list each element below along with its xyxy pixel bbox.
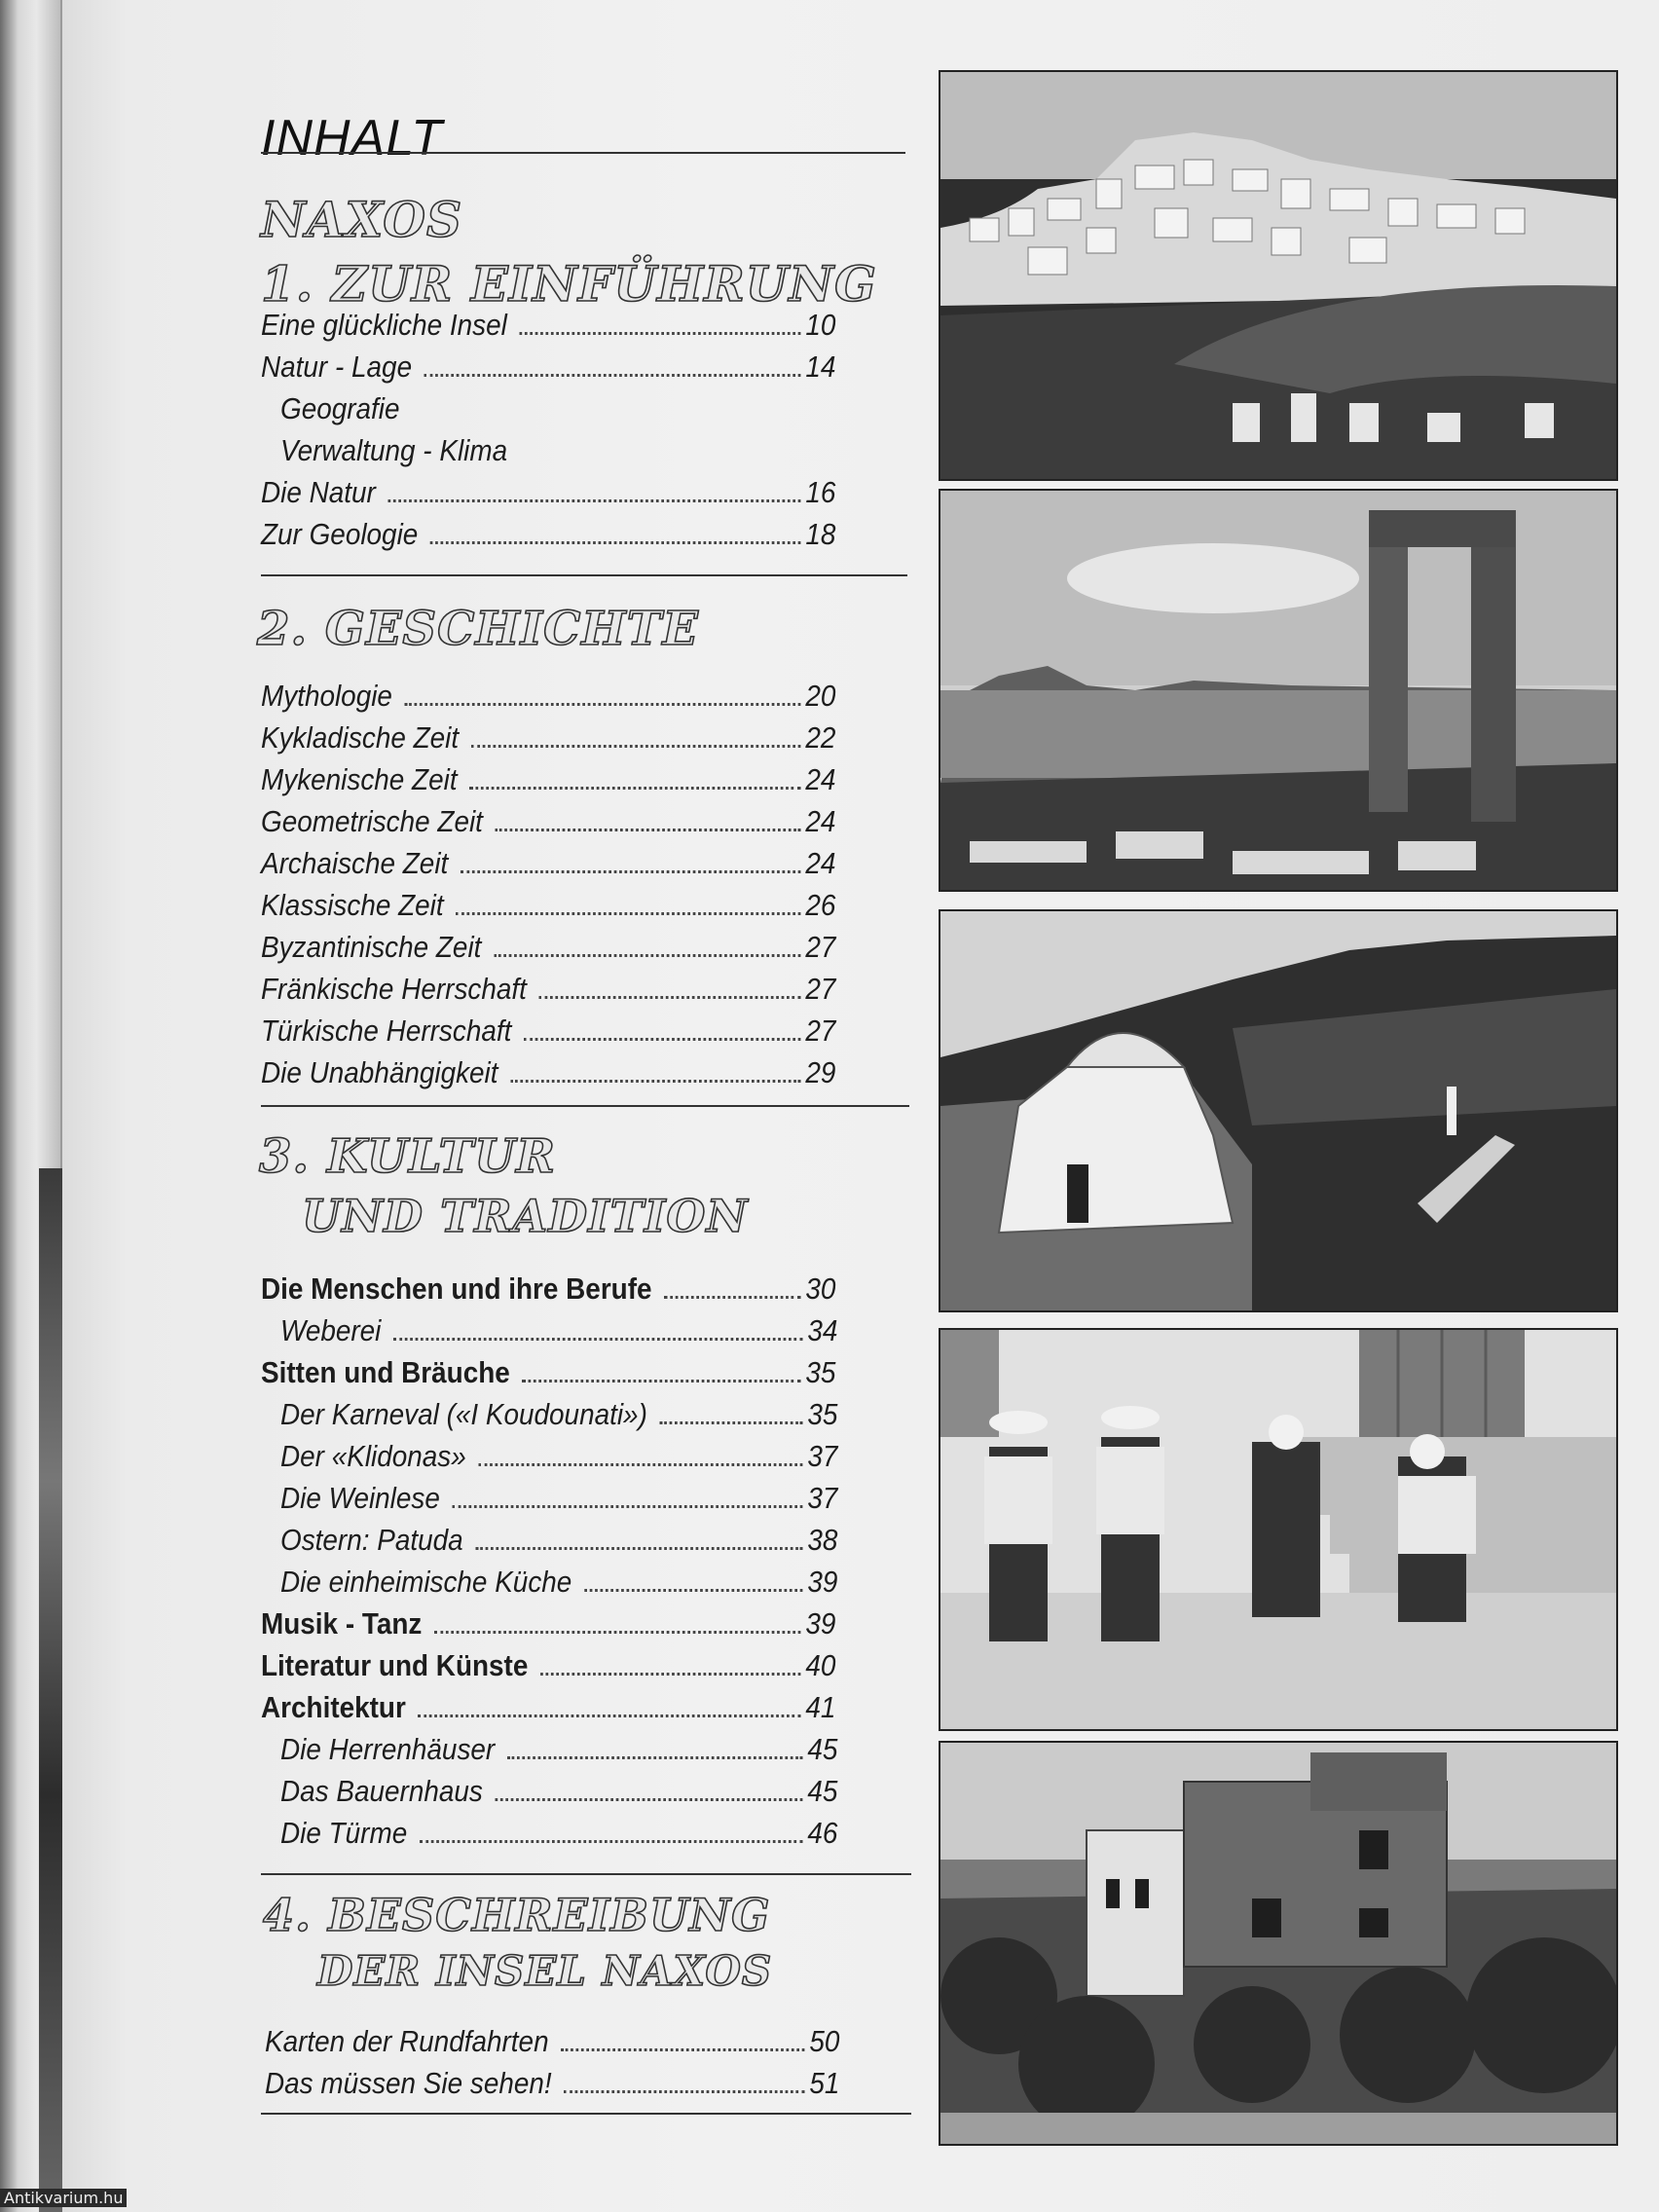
section-divider — [261, 1105, 909, 1107]
toc-subentry[interactable]: Die Herrenhäuser 45 — [280, 1732, 838, 1766]
toc-entry[interactable]: Mykenische Zeit 24 — [261, 762, 836, 796]
section-3-number: 3. — [259, 1129, 311, 1184]
toc-subentry[interactable]: Das Bauernhaus 45 — [280, 1774, 838, 1808]
toc-subentry[interactable]: Die einheimische Küche 39 — [280, 1565, 838, 1599]
toc-entry[interactable]: Architektur 41 — [261, 1690, 836, 1724]
section-3-title-line2: UND TRADITION — [302, 1190, 749, 1242]
toc-entry[interactable]: Die Unabhängigkeit 29 — [261, 1055, 836, 1089]
toc-subentry[interactable]: Ostern: Patuda 38 — [280, 1523, 838, 1557]
photo-portara-temple-gate — [939, 489, 1618, 892]
toc-entry[interactable]: Das müssen Sie sehen! 51 — [265, 2066, 840, 2100]
section-2-heading — [257, 602, 699, 656]
toc-entry[interactable]: Sitten und Bräuche 35 — [261, 1355, 836, 1389]
toc-entry[interactable]: Die Menschen und ihre Berufe 30 — [261, 1272, 836, 1306]
toc-subentry[interactable]: Weberei 34 — [280, 1313, 838, 1347]
section-1-number: 1. — [261, 255, 314, 313]
toc-entry[interactable]: Archaische Zeit 24 — [261, 846, 836, 880]
photo-tower-house — [939, 1741, 1618, 2146]
toc-entry[interactable]: Kykladische Zeit 22 — [261, 720, 836, 755]
section-1-title: ZUR EINFÜHRUNG — [331, 255, 877, 313]
title-rule — [261, 152, 905, 154]
section-divider — [261, 574, 907, 576]
section-4-title: BESCHREIBUNG — [328, 1889, 771, 1941]
section-2-title: GESCHICHTE — [324, 602, 699, 656]
toc-subentry[interactable]: Die Türme 46 — [280, 1816, 838, 1850]
toc-entry[interactable]: Zur Geologie 18 — [261, 517, 836, 551]
toc-entry[interactable]: Fränkische Herrschaft 27 — [261, 972, 836, 1006]
section-divider — [261, 2113, 911, 2115]
toc-entry[interactable]: Literatur und Künste 40 — [261, 1648, 836, 1682]
toc-subentry[interactable]: Die Weinlese 37 — [280, 1481, 838, 1515]
section-3-title: KULTUR — [326, 1129, 556, 1184]
toc-entry[interactable]: Türkische Herrschaft 27 — [261, 1014, 836, 1048]
section-4-heading — [263, 1889, 770, 1941]
toc-subentry[interactable]: Der Karneval («I Koudounati») 35 — [280, 1397, 838, 1431]
toc-entry[interactable]: Geometrische Zeit 24 — [261, 804, 836, 838]
book-title: NAXOS — [261, 191, 463, 248]
section-4-number: 4. — [263, 1889, 313, 1941]
toc-entry[interactable]: Eine glückliche Insel 10 — [261, 308, 836, 342]
photo-naxos-town — [939, 70, 1618, 481]
toc-entry[interactable]: Die Natur 16 — [261, 475, 836, 509]
section-divider — [261, 1873, 911, 1875]
toc-subentry[interactable]: Geografie — [280, 391, 400, 425]
toc-entry[interactable]: Karten der Rundfahrten 50 — [265, 2024, 840, 2058]
watermark: Antikvarium.hu — [0, 2189, 127, 2207]
toc-entry[interactable]: Byzantinische Zeit 27 — [261, 930, 836, 964]
toc-subentry[interactable]: Der «Klidonas» 37 — [280, 1439, 838, 1473]
toc-entry[interactable]: Klassische Zeit 26 — [261, 888, 836, 922]
photo-men-sitting — [939, 1328, 1618, 1731]
section-4-title-line2: DER INSEL NAXOS — [317, 1947, 773, 1995]
toc-entry[interactable]: Mythologie 20 — [261, 679, 836, 713]
toc-entry[interactable]: Natur - Lage 14 — [261, 350, 836, 384]
photo-chapel-hillside — [939, 909, 1618, 1312]
toc-entry[interactable]: Musik - Tanz 39 — [261, 1606, 836, 1641]
section-3-heading — [259, 1129, 556, 1184]
toc-subentry[interactable]: Verwaltung - Klima — [280, 433, 508, 467]
contents-title: INHALT — [261, 110, 444, 166]
section-2-number: 2. — [257, 602, 309, 656]
